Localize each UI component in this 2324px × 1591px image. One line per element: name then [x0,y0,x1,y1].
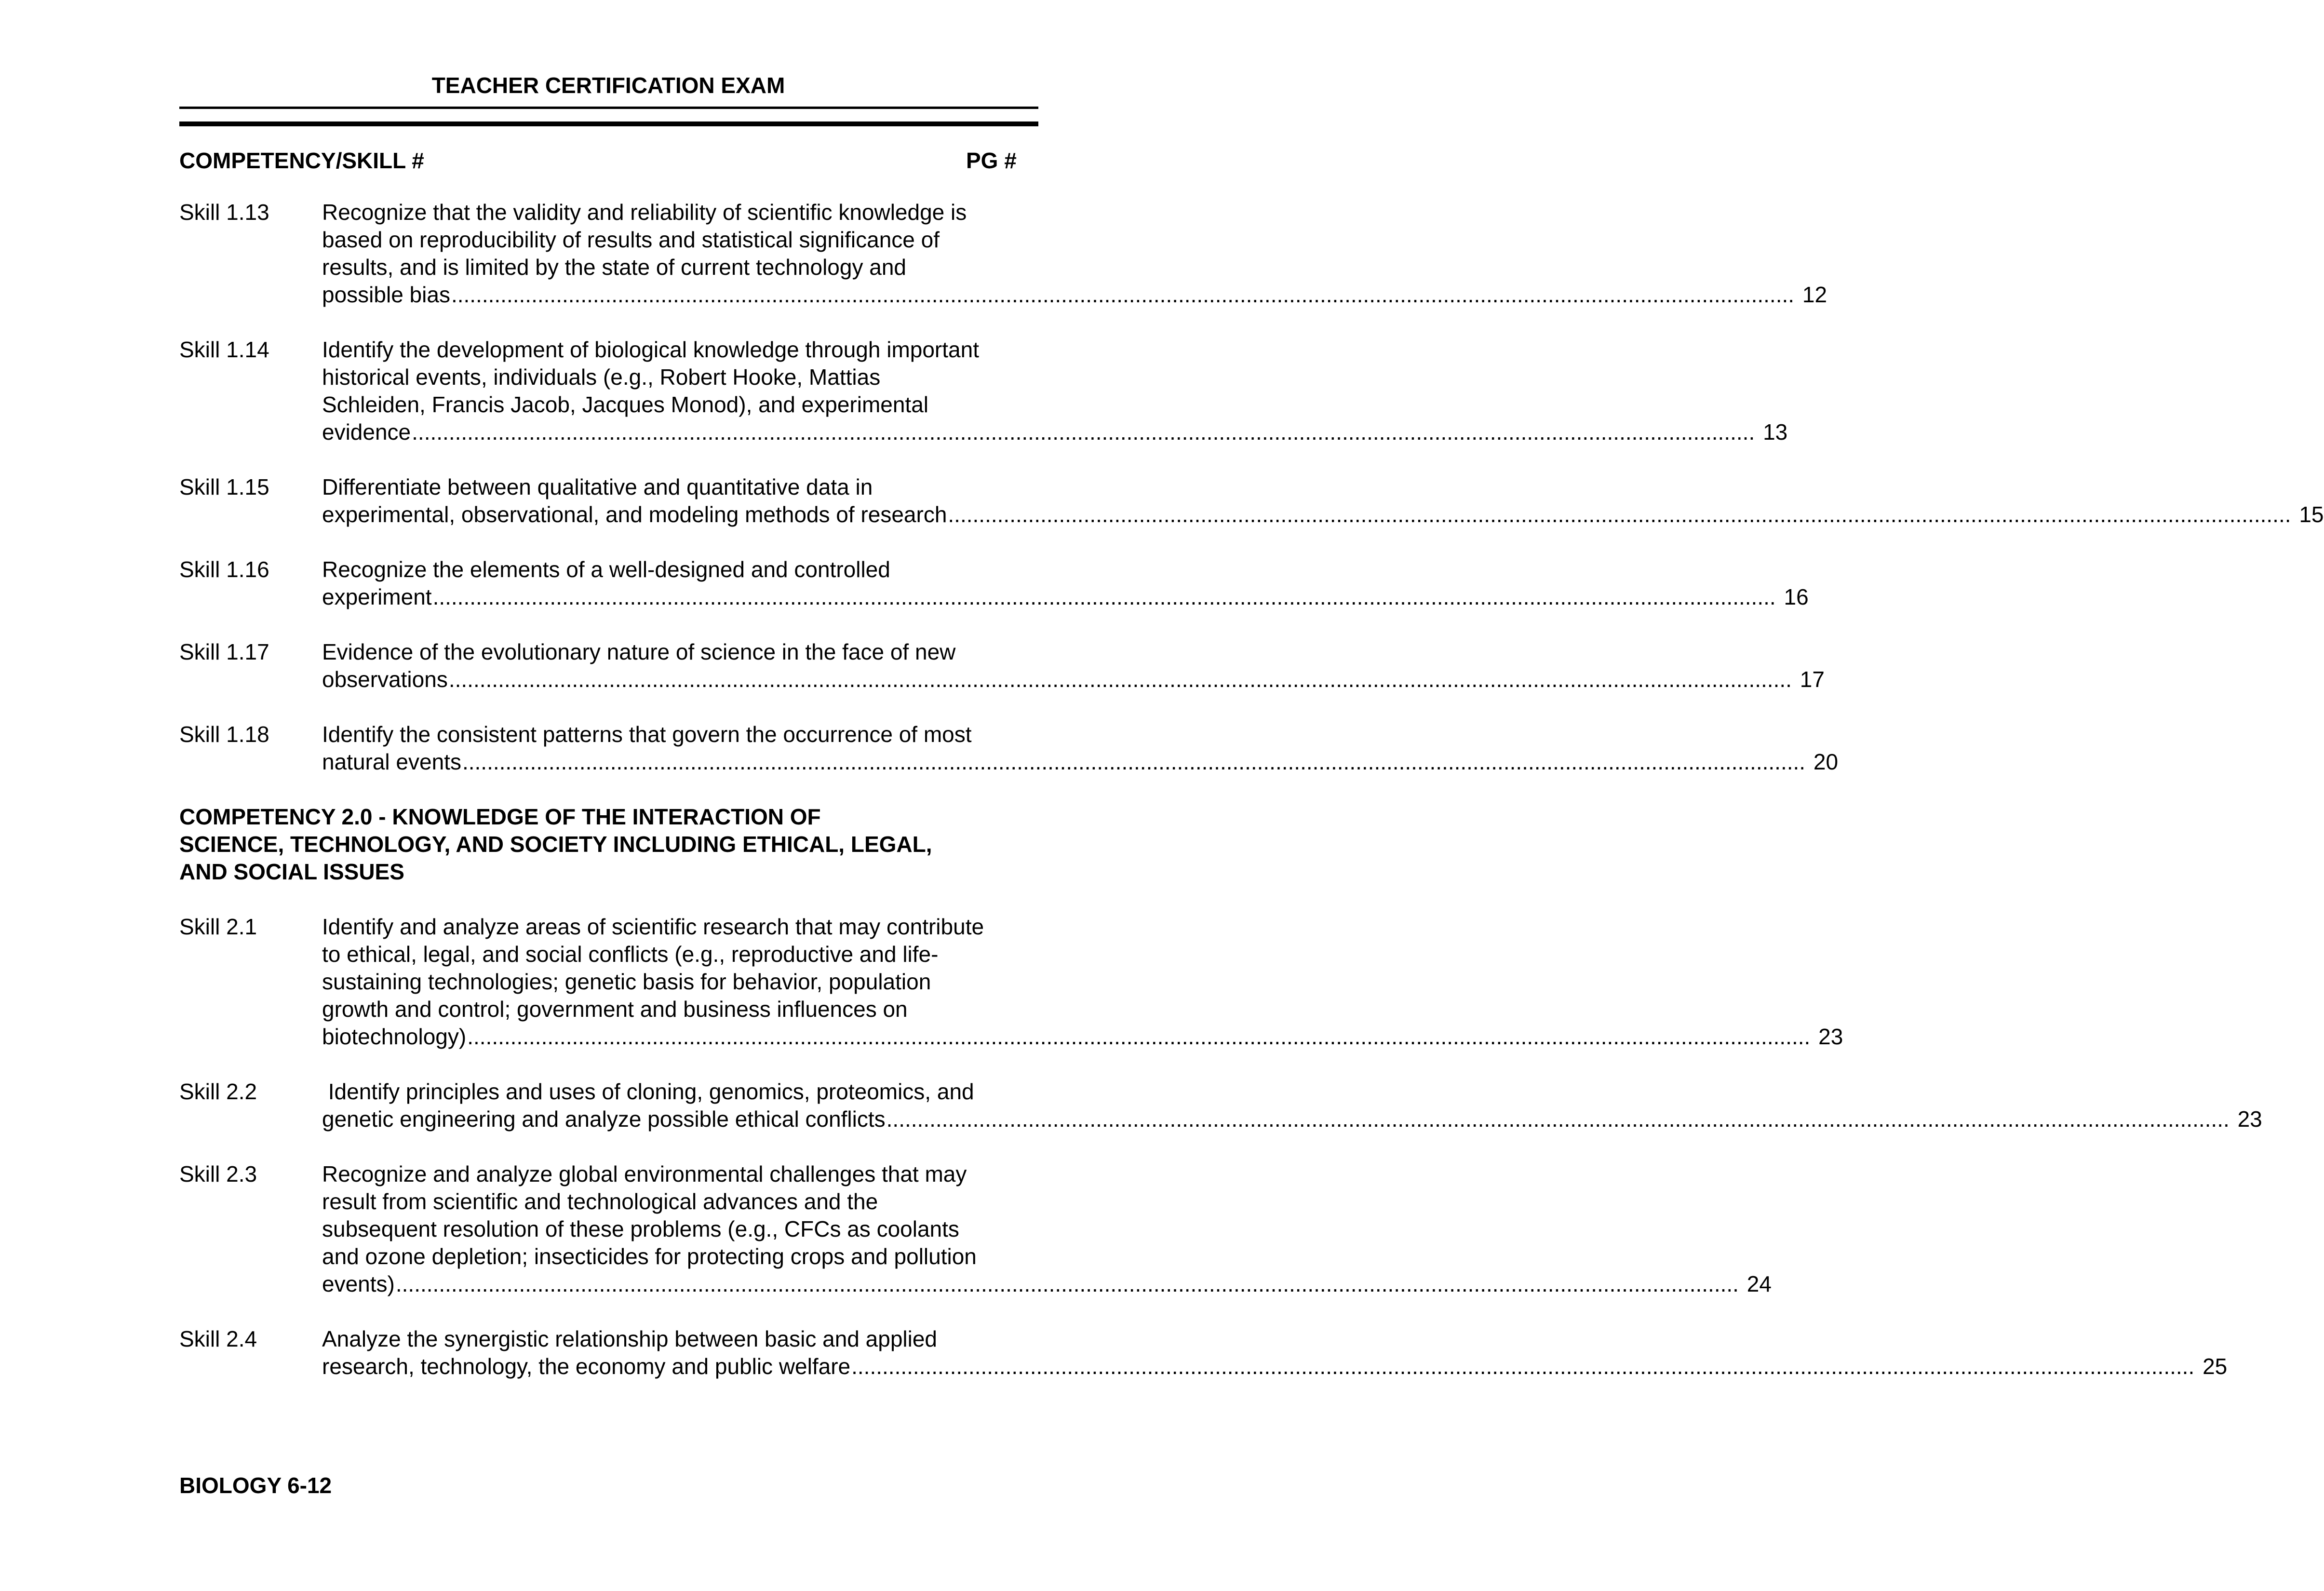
toc-entry-skill-2-3 [179,1160,1772,1298]
description-line: historical events, individuals (e.g., Robert Hooke, Mattias [322,364,881,390]
page-number: 12 [1802,282,1827,307]
skill-number: Skill 1.18 [179,722,269,747]
competency-heading-line: SCIENCE, TECHNOLOGY, AND SOCIETY INCLUDING ETHICAL, LEGAL, [179,832,932,857]
skill-number: Skill 1.15 [179,474,269,499]
page-number: 25 [2203,1354,2228,1379]
description-line: Recognize and analyze global environmental challenges that may [322,1161,967,1187]
description-line: based on reproducibility of results and statistical significance of [322,227,940,252]
skill-description [322,1160,1772,1298]
description-line: results, and is limited by the state of current technology and [322,255,906,280]
skill-number: Skill 1.17 [179,639,269,664]
toc-entry-skill-2-2 [179,1078,2262,1133]
skill-description [322,913,1843,1051]
description-line: research, technology, the economy and public welfare [322,1354,851,1379]
description-line: Identify the development of biological knowledge through important [322,337,979,362]
description-line: Recognize the elements of a well-designed and controlled [322,557,890,582]
description-line: experiment [322,584,432,609]
description-line: Evidence of the evolutionary nature of science in the face of new [322,639,956,664]
description-line: Identify and analyze areas of scientific research that may contribute [322,914,984,939]
header-rule-thick [179,121,1038,126]
page-number: 16 [1784,584,1809,609]
description-last-line [322,1270,1772,1298]
page-header-title: TEACHER CERTIFICATION EXAM [431,73,785,98]
description-line: events) [322,1271,395,1296]
skill-number: Skill 2.3 [179,1161,257,1187]
dot-leader: .......................................................................................................................................................................................................................... [395,1271,1739,1296]
toc-entry-skill-2-4 [179,1325,2228,1380]
dot-leader: .......................................................................................................................................................................................................................... [412,419,1755,445]
skill-description [322,638,1825,693]
page-number: 15 [2299,502,2324,527]
column-heading-page-number: PG # [966,148,1017,173]
competency-heading-line: AND SOCIAL ISSUES [179,859,404,884]
column-heading-competency-skill: COMPETENCY/SKILL # [179,148,424,173]
page-footer-label: BIOLOGY 6-12 [179,1473,332,1498]
description-last-line [322,501,2324,528]
page-number: 23 [1818,1024,1843,1049]
skill-description [322,1078,2262,1133]
page-number: 24 [1746,1271,1772,1296]
skill-number: Skill 2.4 [179,1326,257,1351]
skill-number: Skill 2.2 [179,1079,257,1104]
dot-leader: .......................................................................................................................................................................................................................... [462,749,1806,774]
description-line: subsequent resolution of these problems (e.g., CFCs as coolants [322,1216,959,1241]
skill-number: Skill 1.13 [179,200,269,225]
toc-entry-skill-1-13 [179,199,1827,309]
description-last-line [322,1106,2262,1133]
description-last-line [322,418,1788,446]
description-line: to ethical, legal, and social conflicts (e.g., reproductive and life- [322,942,939,967]
description-line: growth and control; government and business influences on [322,997,908,1022]
page-number: 23 [2237,1106,2262,1132]
toc-entry-skill-1-15 [179,473,2324,528]
skill-description [322,1325,2228,1380]
description-line: and ozone depletion; insecticides for protecting crops and pollution [322,1244,977,1269]
dot-leader: .......................................................................................................................................................................................................................... [432,584,1776,609]
description-line: Identify the consistent patterns that govern the occurrence of most [322,722,972,747]
toc-entry-skill-1-16 [179,556,1809,611]
header-rule-thin [179,107,1038,109]
skill-description [322,473,2324,528]
page-number: 17 [1800,667,1825,692]
dot-leader: .......................................................................................................................................................................................................................... [886,1106,2230,1132]
description-last-line [322,281,1827,309]
skill-number: Skill 1.14 [179,337,269,362]
description-line: Recognize that the validity and reliability of scientific knowledge is [322,200,967,225]
description-line: observations [322,667,448,692]
description-last-line [322,666,1825,693]
toc-entry-skill-1-18 [179,721,1839,776]
description-line: Analyze the synergistic relationship between basic and applied [322,1326,938,1351]
dot-leader: .......................................................................................................................................................................................................................... [851,1354,2195,1379]
description-line: experimental, observational, and modeling methods of research [322,502,947,527]
page-number: 20 [1813,749,1839,774]
table-of-contents [179,199,2324,1380]
description-line: sustaining technologies; genetic basis for behavior, population [322,969,931,994]
description-line: Schleiden, Francis Jacob, Jacques Monod), and experimental [322,392,929,417]
skill-description [322,721,1839,776]
toc-entry-skill-1-14 [179,336,1788,446]
description-line: biotechnology) [322,1024,467,1049]
description-line: natural events [322,749,461,774]
dot-leader: .......................................................................................................................................................................................................................... [451,282,1795,307]
description-line: Identify principles and uses of cloning, genomics, proteomics, and [322,1079,974,1104]
skill-description [322,556,1809,611]
skill-description [322,199,1827,309]
skill-number: Skill 2.1 [179,914,257,939]
dot-leader: .......................................................................................................................................................................................................................... [467,1024,1811,1049]
skill-description [322,336,1788,446]
skill-number: Skill 1.16 [179,557,269,582]
toc-entry-skill-1-17 [179,638,1825,693]
description-line: possible bias [322,282,450,307]
description-last-line [322,748,1839,776]
description-line: result from scientific and technological advances and the [322,1189,878,1214]
description-line: genetic engineering and analyze possible ethical conflicts [322,1106,886,1132]
description-last-line [322,583,1809,611]
description-line: Differentiate between qualitative and quantitative data in [322,474,873,499]
dot-leader: .......................................................................................................................................................................................................................... [948,502,2291,527]
description-line: evidence [322,419,411,445]
description-last-line [322,1023,1843,1051]
toc-entry-skill-2-1 [179,913,1843,1051]
competency-heading [179,803,1066,886]
page-number: 13 [1763,419,1788,445]
competency-heading-line: COMPETENCY 2.0 - KNOWLEDGE OF THE INTERACTION OF [179,804,821,829]
dot-leader: .......................................................................................................................................................................................................................... [448,667,1792,692]
description-last-line [322,1353,2228,1380]
